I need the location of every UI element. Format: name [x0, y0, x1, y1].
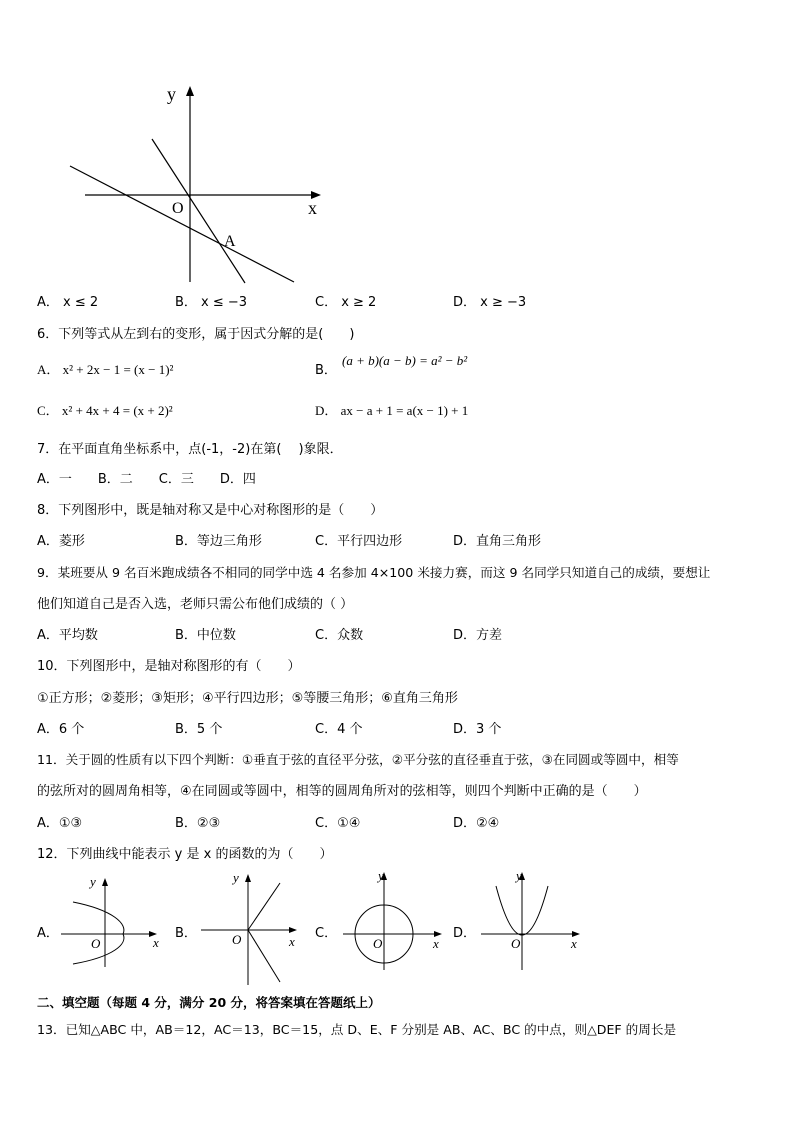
q5-option-a[interactable]: A． x ≤ 2	[37, 295, 99, 310]
q11-option-a[interactable]: A．①③	[37, 816, 83, 831]
q12-option-a-label[interactable]: A．	[37, 926, 59, 941]
svg-text:O: O	[511, 936, 521, 951]
q10-option-a[interactable]: A．6 个	[37, 722, 85, 737]
svg-text:x: x	[153, 935, 159, 950]
q8-option-c[interactable]: C．平行四边形	[315, 534, 403, 549]
point-a-label: A	[224, 233, 236, 250]
svg-text:x: x	[289, 934, 295, 949]
q11-option-d[interactable]: D．②④	[453, 816, 500, 831]
q11-option-b[interactable]: B．②③	[175, 816, 221, 831]
q5-option-c[interactable]: C． x ≥ 2	[315, 295, 377, 310]
q8-option-b[interactable]: B．等边三角形	[175, 534, 262, 549]
q9-option-c[interactable]: C．众数	[315, 628, 364, 643]
q9-option-d[interactable]: D．方差	[453, 628, 503, 643]
q12-option-b-label[interactable]: B．	[175, 926, 197, 941]
y-label: y	[167, 84, 176, 104]
q12-option-c-label[interactable]: C．	[315, 926, 338, 941]
svg-text:O: O	[232, 932, 242, 947]
line-1	[152, 139, 245, 283]
q6-stem: 6．下列等式从左到右的变形，属于因式分解的是( )	[37, 327, 355, 342]
q10-option-d[interactable]: D．3 个	[453, 722, 502, 737]
q10-option-c[interactable]: C．4 个	[315, 722, 363, 737]
q10-list: ①正方形；②菱形；③矩形；④平行四边形；⑤等腰三角形；⑥直角三角形	[37, 691, 458, 706]
q6-option-c[interactable]: C． x² + 4x + 4 = (x + 2)²	[37, 403, 173, 418]
q11-option-c[interactable]: C．①④	[315, 816, 361, 831]
q8-option-d[interactable]: D．直角三角形	[453, 534, 542, 549]
line-2	[70, 166, 294, 282]
q6-option-d[interactable]: D． ax − a + 1 = a(x − 1) + 1	[315, 403, 469, 418]
q12-graph-d	[478, 866, 588, 976]
q12-option-d-label[interactable]: D．	[453, 926, 477, 941]
svg-text:x: x	[571, 936, 577, 951]
svg-text:x: x	[433, 936, 439, 951]
q9-stem-line2: 他们知道自己是否入选，老师只需公布他们成绩的（ ）	[37, 597, 354, 612]
q9-option-a[interactable]: A．平均数	[37, 628, 98, 643]
svg-text:O: O	[91, 936, 101, 951]
q12-graph-a	[58, 872, 168, 972]
origin-label: O	[172, 200, 184, 217]
x-label: x	[308, 198, 317, 218]
q6-option-b-math: (a + b)(a − b) = a² − b²	[342, 353, 468, 368]
y-axis-arrow	[186, 86, 194, 96]
q10-option-b[interactable]: B．5 个	[175, 722, 223, 737]
svg-text:O: O	[373, 936, 383, 951]
q11-stem-line1: 11．关于圆的性质有以下四个判断：①垂直于弦的直径平分弦，②平分弦的直径垂直于弦，③在同圆或等圆中，相等	[37, 752, 679, 767]
q9-stem-line1: 9．某班要从 9 名百米跑成绩各不相同的同学中选 4 名参加 4×100 米接力赛，而这 9 名同学只知道自己的成绩，要想让	[37, 565, 711, 580]
q5-option-d[interactable]: D． x ≥ −3	[453, 295, 527, 310]
q7-options[interactable]: A．一 B．二 C．三 D．四	[37, 472, 256, 487]
svg-text:y: y	[516, 868, 522, 883]
q10-stem: 10．下列图形中，是轴对称图形的有（ ）	[37, 659, 301, 674]
q13-stem: 13．已知△ABC 中，AB＝12，AC＝13，BC＝15，点 D、E、F 分别是 AB、AC、BC 的中点，则△DEF 的周长是	[37, 1022, 677, 1037]
q12-stem: 12．下列曲线中能表示 y 是 x 的函数的为（ ）	[37, 847, 333, 862]
q9-option-b[interactable]: B．中位数	[175, 628, 236, 643]
svg-text:y: y	[233, 870, 239, 885]
q5-option-b[interactable]: B． x ≤ −3	[175, 295, 248, 310]
q8-option-a[interactable]: A．菱形	[37, 534, 85, 549]
q12-graph-b	[198, 868, 308, 988]
svg-text:y: y	[90, 874, 96, 889]
q11-stem-line2: 的弦所对的圆周角相等，④在同圆或等圆中，相等的圆周角所对的弦相等，则四个判断中正确的是（ ）	[37, 784, 647, 799]
section-2-heading: 二、填空题（每题 4 分，满分 20 分，将答案填在答题纸上）	[37, 995, 381, 1010]
q8-stem: 8．下列图形中，既是轴对称又是中心对称图形的是（ ）	[37, 503, 384, 518]
q5-graph	[60, 80, 335, 290]
q6-option-b-label[interactable]: B．	[315, 363, 337, 378]
q7-stem: 7．在平面直角坐标系中，点(-1，-2)在第( )象限．	[37, 442, 343, 457]
svg-text:y: y	[378, 868, 384, 883]
q12-graph-c	[340, 866, 450, 976]
q6-option-a[interactable]: A． x² + 2x − 1 = (x − 1)²	[37, 362, 174, 377]
